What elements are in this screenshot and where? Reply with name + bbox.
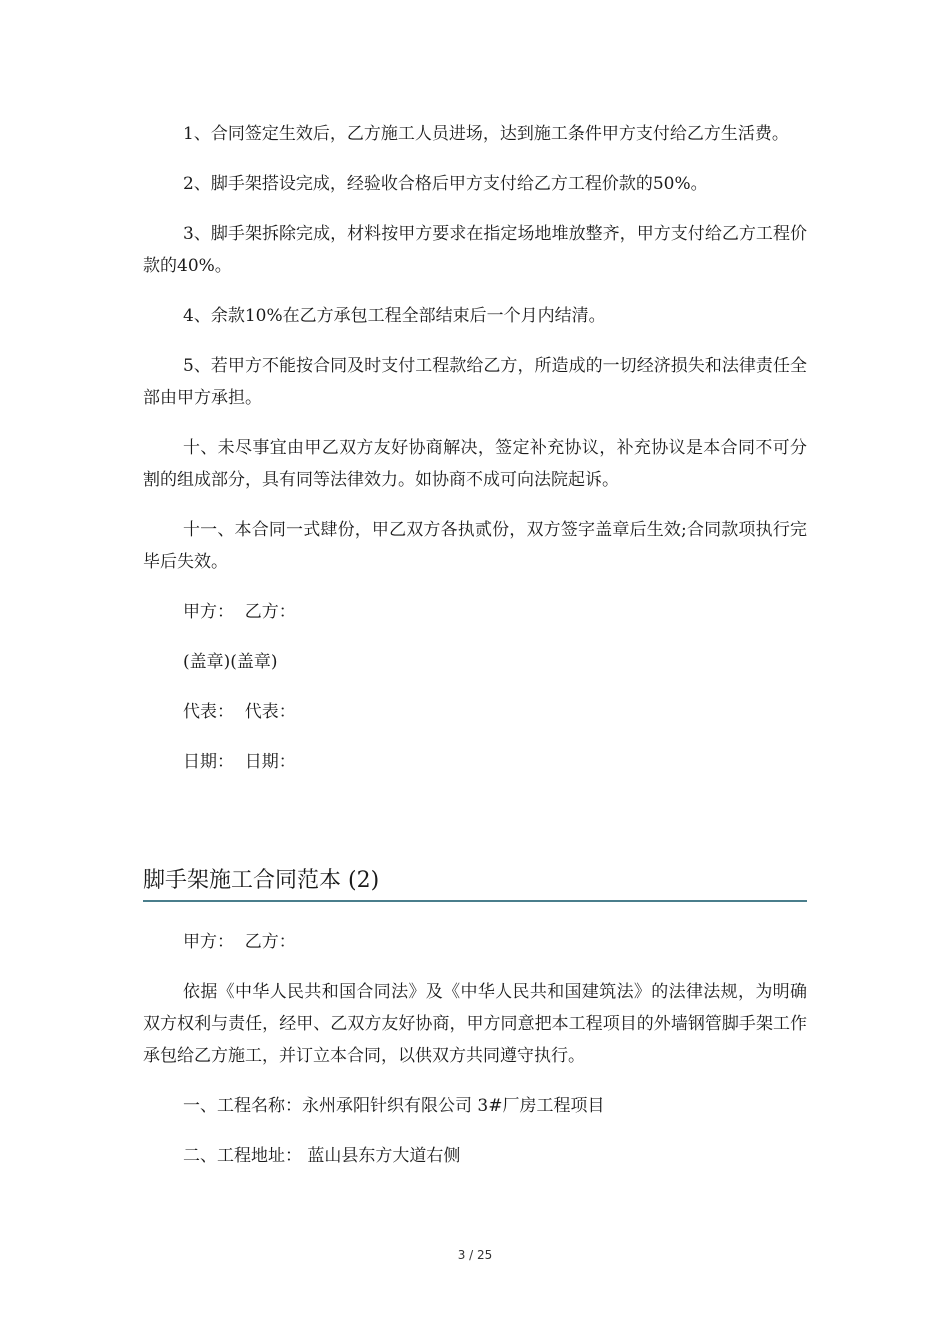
project-address-clause: 二、工程地址： 蓝山县东方大道右侧 xyxy=(183,1146,461,1166)
contract-body-section-2 xyxy=(143,926,807,1190)
payment-clause-3: 3、脚手架拆除完成，材料按甲方要求在指定场地堆放整齐，甲方支付给乙方工程价款的40%。 xyxy=(143,224,807,276)
signature-representative: 代表： 代表： xyxy=(183,702,296,722)
parties-line: 甲方： 乙方： xyxy=(183,932,296,952)
signature-date: 日期： 日期： xyxy=(183,752,296,772)
clause-eleven: 十一、本合同一式肆份，甲乙双方各执贰份，双方签字盖章后生效;合同款项执行完毕后失效。 xyxy=(143,520,807,572)
signature-seal: (盖章)(盖章) xyxy=(183,652,278,672)
signature-parties: 甲方： 乙方： xyxy=(183,602,296,622)
section-heading: 脚手架施工合同范本 (2) xyxy=(143,866,807,902)
contract-body-section-1 xyxy=(143,118,807,796)
preamble-paragraph: 依据《中华人民共和国合同法》及《中华人民共和国建筑法》的法律法规，为明确双方权利与责任，经甲、乙双方友好协商，甲方同意把本工程项目的外墙钢管脚手架工作承包给乙方施工，并订立本合同，以供双方共同遵守执行。 xyxy=(143,982,807,1066)
payment-clause-2: 2、脚手架搭设完成，经验收合格后甲方支付给乙方工程价款的50%。 xyxy=(183,174,708,194)
payment-clause-5: 5、若甲方不能按合同及时支付工程款给乙方，所造成的一切经济损失和法律责任全部由甲方承担。 xyxy=(143,356,807,408)
clause-ten: 十、未尽事宜由甲乙双方友好协商解决，签定补充协议，补充协议是本合同不可分割的组成部分，具有同等法律效力。如协商不成可向法院起诉。 xyxy=(143,438,807,490)
project-name-clause: 一、工程名称：永州承阳针织有限公司 3#厂房工程项目 xyxy=(183,1096,605,1116)
payment-clause-1: 1、合同签定生效后，乙方施工人员进场，达到施工条件甲方支付给乙方生活费。 xyxy=(183,124,789,144)
payment-clause-4: 4、余款10%在乙方承包工程全部结束后一个月内结清。 xyxy=(183,306,606,326)
page-number: 3 / 25 xyxy=(457,1248,493,1262)
